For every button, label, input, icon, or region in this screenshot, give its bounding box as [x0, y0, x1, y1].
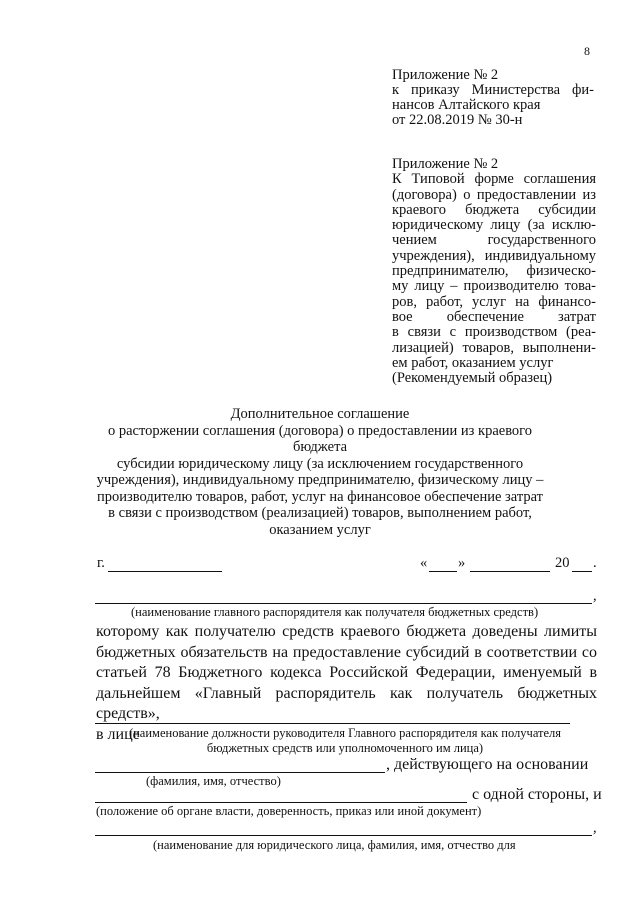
caption-basis-document: (положение об органе власти, доверенность, приказ или иной документ)	[96, 804, 482, 818]
comma: ,	[593, 820, 597, 836]
title-line: субсидии юридическому лицу (за исключением государственного	[116, 455, 524, 472]
paragraph-line: которому как получателю средств краевого бюджета доведены лимиты	[96, 623, 597, 640]
appendix-form-line: ем работ, оказанием услуг	[392, 354, 554, 371]
caption-position	[95, 726, 595, 756]
document-title	[80, 406, 560, 538]
city-field[interactable]	[108, 571, 222, 572]
administrator-name-field[interactable]	[95, 603, 592, 604]
appendix-form-title: Приложение № 2	[392, 156, 499, 172]
appendix-form-line: му лицу – производителю това-	[392, 278, 596, 295]
appendix-form-line: К Типовой форме соглашения	[392, 171, 596, 188]
year-prefix: 20	[555, 555, 570, 571]
full-name-field[interactable]	[95, 772, 385, 773]
acting-on-basis-text: , действующего на основании	[386, 756, 589, 773]
day-field[interactable]	[429, 571, 457, 572]
date-dot: .	[593, 555, 597, 571]
title-line: оказанием услуг	[269, 521, 371, 538]
title-line: производителю товаров, работ, услуг на финансовое обеспечение затрат	[97, 488, 543, 505]
title-line: учреждения), индивидуальному предпринимателю, физическому лицу –	[96, 472, 544, 488]
caption-full-name: (фамилия, имя, отчество)	[146, 774, 281, 788]
quote-close: »	[458, 555, 466, 571]
appendix-form-line: учреждения), индивидуальному	[392, 247, 596, 264]
comma: ,	[593, 588, 597, 604]
appendix-form-line: юридическому лицу (за исклю-	[392, 217, 596, 234]
title-line: о расторжении соглашения (договора) о предоставлении из краевого бюджета	[107, 422, 533, 455]
appendix-form-line: ров, работ, услуг на финансо-	[392, 293, 596, 310]
page-number: 8	[584, 44, 590, 58]
paragraph-line: бюджетных обязательств на предоставление субсидий в соответствии со	[96, 643, 597, 661]
appendix-form-line: (договора) о предоставлении из	[392, 186, 596, 203]
paragraph-line: дальнейшем «Главный распорядитель как получатель бюджетных средств»,	[96, 684, 597, 722]
recipient-name-field[interactable]	[95, 835, 592, 836]
paragraph-line: статьей 78 Бюджетного кодекса Российской Федерации, именуемый в	[96, 664, 597, 681]
caption-administrator-name: (наименование главного распорядителя как получателя бюджетных средств)	[131, 605, 539, 619]
appendix-order-line: Приложение № 2	[392, 67, 499, 83]
appendix-form-line: чением государственного	[392, 232, 596, 249]
appendix-form-line: в связи с производством (реа-	[392, 324, 596, 341]
city-prefix: г.	[97, 555, 105, 571]
appendix-order-line: к приказу Министерства фи-	[392, 82, 594, 98]
appendix-form	[392, 157, 596, 386]
appendix-form-line: лизацией) товаров, выполнени-	[392, 339, 596, 356]
title-heading: Дополнительное соглашение	[230, 406, 410, 422]
caption-position-line: бюджетных средств или уполномоченного им лица)	[206, 741, 484, 755]
appendix-order-line: от 22.08.2019 № 30-н	[392, 112, 523, 128]
position-field[interactable]	[95, 723, 570, 724]
appendix-form-line: вое обеспечение затрат	[392, 308, 596, 325]
caption-recipient-name: (наименование для юридического лица, фамилия, имя, отчество для	[153, 838, 516, 852]
appendix-form-note: (Рекомендуемый образец)	[392, 370, 553, 387]
caption-position-line: (наименование должности руководителя Главного распорядителя как получателя	[128, 726, 562, 740]
appendix-order	[392, 68, 594, 128]
quote-open: «	[420, 555, 428, 571]
appendix-form-line: предпринимателю, физическо-	[392, 263, 596, 280]
paragraph-line: в лице	[96, 725, 140, 743]
title-line: в связи с производством (реализацией) товаров, выполнением работ,	[108, 505, 532, 521]
month-field[interactable]	[470, 571, 550, 572]
appendix-order-line: нансов Алтайского края	[392, 97, 541, 113]
year-field[interactable]	[572, 571, 592, 572]
one-side-text: с одной стороны, и	[472, 786, 602, 803]
appendix-form-line: краевого бюджета субсидии	[392, 201, 596, 218]
basis-document-field[interactable]	[95, 802, 467, 803]
